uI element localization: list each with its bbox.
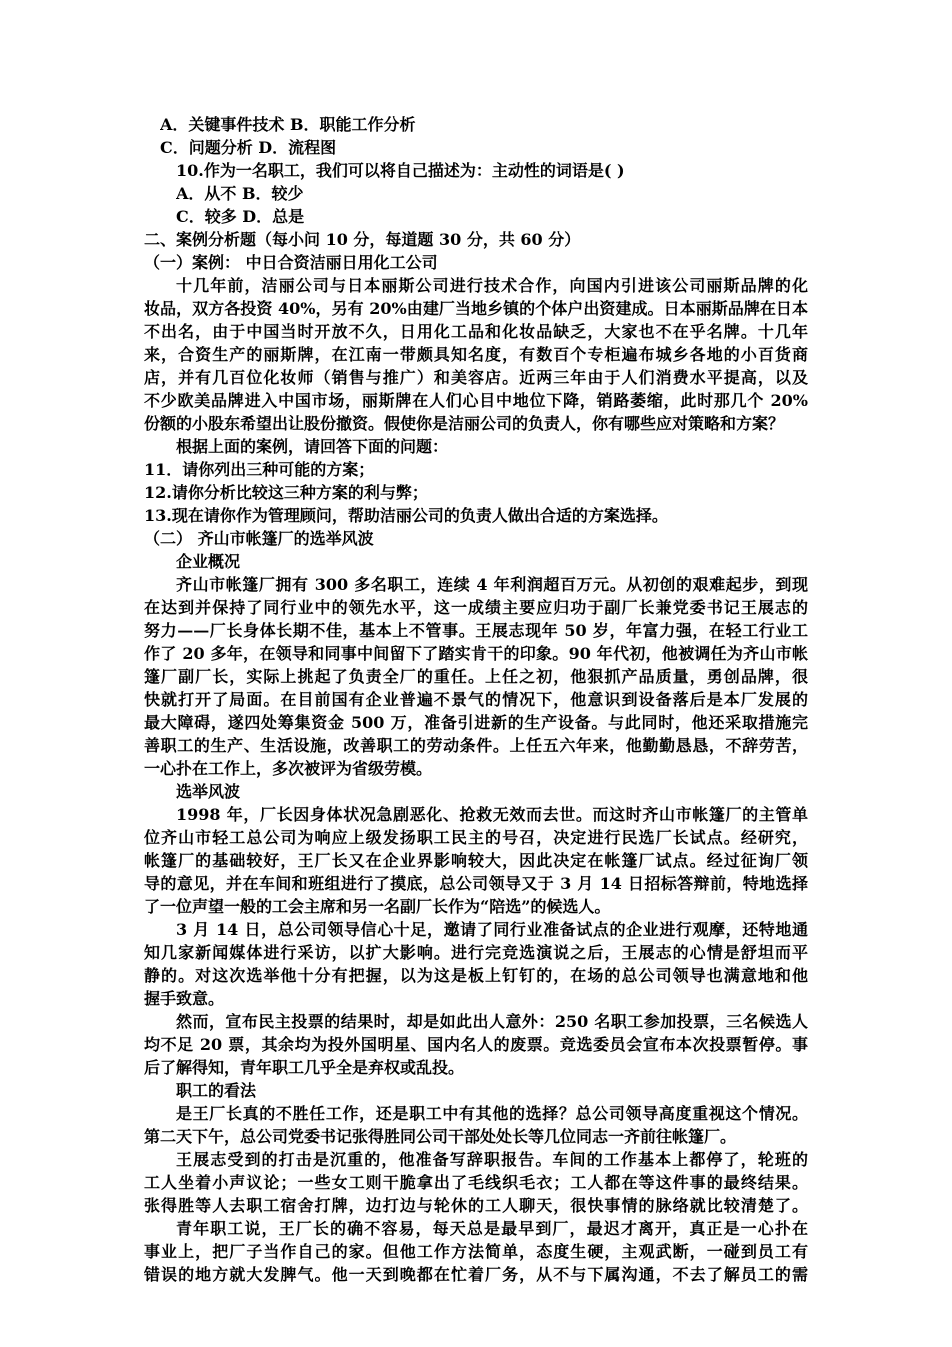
q10-options-ab: A．从不 B．较少	[176, 184, 304, 203]
q10-stem: 10.作为一名职工，我们可以将自己描述为：主动性的词语是( )	[176, 161, 625, 180]
paragraph-line: 导的意见，并在车间和班组进行了摸底，总公司领导又于 3 月 14 日招标答辩前，特地选择	[144, 874, 808, 893]
paragraph-line: 篷厂副厂长，实际上挑起了负责全厂的重任。上任之初，他狠抓产品质量，勇创品牌，很	[144, 667, 808, 686]
paragraph-line: 是王厂长真的不胜任工作，还是职工中有其他的选择？总公司领导高度重视这个情况。	[176, 1104, 808, 1123]
case1-prompt: 根据上面的案例，请回答下面的问题：	[176, 437, 449, 456]
paragraph-line: 作了 20 多年，在领导和同事中间留下了踏实肯干的印象。90 年代初，他被调任为齐山市帐	[144, 644, 808, 663]
paragraph-line: 十几年前，洁丽公司与日本丽斯公司进行技术合作，向国内引进该公司丽斯品牌的化	[176, 276, 808, 295]
q10-options-cd: C．较多 D．总是	[176, 207, 305, 226]
section-heading: 二、案例分析题（每小问 10 分，每道题 30 分，共 60 分）	[144, 230, 581, 249]
question-11: 11．请你列出三种可能的方案；	[144, 460, 375, 479]
paragraph-line: 静的。对这次选举他十分有把握，以为这是板上钉钉的，在场的总公司领导也满意地和他	[144, 966, 808, 985]
paragraph-line: 份额的小股东希望出让股份撤资。假使你是洁丽公司的负责人，你有哪些应对策略和方案？	[144, 414, 785, 433]
paragraph-line: 一心扑在工作上，多次被评为省级劳模。	[144, 759, 433, 778]
paragraph-line: 最大障碍，遂四处筹集资金 500 万，准备引进新的生产设备。与此同时，他还采取措施完	[144, 713, 808, 732]
q9-options-cd: C．问题分析 D．流程图	[160, 138, 337, 157]
paragraph-line: 不出名，由于中国当时开放不久，日用化工品和化妆品缺乏，大家也不在乎名牌。十几年	[144, 322, 808, 341]
question-12: 12.请你分析比较这三种方案的利与弊；	[144, 483, 428, 502]
paragraph-line: 错误的地方就大发脾气。他一天到晚都在忙着厂务，从不与下属沟通，不去了解员工的需	[144, 1265, 808, 1284]
paragraph-line: 来，合资生产的丽斯牌，在江南一带颇具知名度，有数百个专柜遍布城乡各地的小百货商	[144, 345, 808, 364]
paragraph-line: 店，并有几百位化妆师（销售与推广）和美容店。近两三年由于人们消费水平提高，以及	[144, 368, 808, 387]
paragraph-line: 青年职工说，王厂长的确不容易，每天总是最早到厂，最迟才离开，真正是一心扑在	[176, 1219, 808, 1238]
subheading-election: 选举风波	[176, 782, 241, 801]
paragraph-line: 王展志受到的打击是沉重的，他准备写辞职报告。车间的工作基本上都停了，轮班的	[176, 1150, 808, 1169]
paragraph-line: 位齐山市轻工总公司为响应上级发扬职工民主的号召，决定进行民选厂长试点。经研究，	[144, 828, 808, 847]
paragraph-line: 妆品，双方各投资 40%，另有 20%由建厂当地乡镇的个体户出资建成。日本丽斯品牌在日本	[144, 299, 808, 318]
paragraph-line: 1998 年，厂长因身体状况急剧恶化、抢救无效而去世。而这时齐山市帐篷厂的主管单	[176, 805, 808, 824]
paragraph-line: 善职工的生产、生活设施，改善职工的劳动条件。上任五六年来，他勤勤恳恳，不辞劳苦，	[144, 736, 808, 755]
q9-options-ab: A．关键事件技术 B．职能工作分析	[160, 115, 416, 134]
paragraph-line: 工人坐着小声议论；一些女工则干脆拿出了毛线织毛衣；工人都在等这件事的最终结果。	[144, 1173, 808, 1192]
question-13: 13.现在请你作为管理顾问，帮助洁丽公司的负责人做出合适的方案选择。	[144, 506, 668, 525]
paragraph-line: 快就打开了局面。在目前国有企业普遍不景气的情况下，他意识到设备落后是本厂发展的	[144, 690, 808, 709]
paragraph-line: 帐篷厂的基础较好，王厂长又在企业界影响较大，因此决定在帐篷厂试点。经过征询厂领	[144, 851, 808, 870]
paragraph-line: 事业上，把厂子当作自己的家。但他工作方法简单，态度生硬，主观武断，一碰到员工有	[144, 1242, 808, 1261]
paragraph-line: 在达到并保持了同行业中的领先水平，这一成绩主要应归功于副厂长兼党委书记王展志的	[144, 598, 808, 617]
paragraph-line: 第二天下午，总公司党委书记张得胜同公司干部处处长等几位同志一齐前往帐篷厂。	[144, 1127, 737, 1146]
case2-title: （二） 齐山市帐篷厂的选举风波	[144, 529, 374, 548]
case1-title: （一）案例： 中日合资洁丽日用化工公司	[144, 253, 438, 272]
subheading-overview: 企业概况	[176, 552, 241, 571]
subheading-views: 职工的看法	[176, 1081, 257, 1100]
paragraph-line: 齐山市帐篷厂拥有 300 多名职工，连续 4 年利润超百万元。从初创的艰难起步，到现	[176, 575, 808, 594]
paragraph-line: 然而，宣布民主投票的结果时，却是如此出人意外：250 名职工参加投票，三名候选人	[176, 1012, 808, 1031]
paragraph-line: 后了解得知，青年职工几乎全是弃权或乱投。	[144, 1058, 465, 1077]
paragraph-line: 握手致意。	[144, 989, 225, 1008]
paragraph-line: 努力——厂长身体长期不佳，基本上不管事。王展志现年 50 岁，年富力强，在轻工行业工	[144, 621, 808, 640]
paragraph-line: 张得胜等人去职工宿舍打牌，边打边与轮休的工人聊天，很快事情的脉络就比较清楚了。	[144, 1196, 808, 1215]
paragraph-line: 均不足 20 票，其余均为投外国明星、国内名人的废票。竞选委员会宣布本次投票暂停。事	[144, 1035, 808, 1054]
paragraph-line: 知几家新闻媒体进行采访，以扩大影响。进行完竞选演说之后，王展志的心情是舒坦而平	[144, 943, 808, 962]
paragraph-line: 3 月 14 日，总公司领导信心十足，邀请了同行业准备试点的企业进行观摩，还特地通	[176, 920, 808, 939]
paragraph-line: 了一位声望一般的工会主席和另一名副厂长作为“陪选”的候选人。	[144, 897, 611, 916]
paragraph-line: 不少欧美品牌进入中国市场，丽斯牌在人们心目中地位下降，销路萎缩，此时那几个 20%	[144, 391, 808, 410]
